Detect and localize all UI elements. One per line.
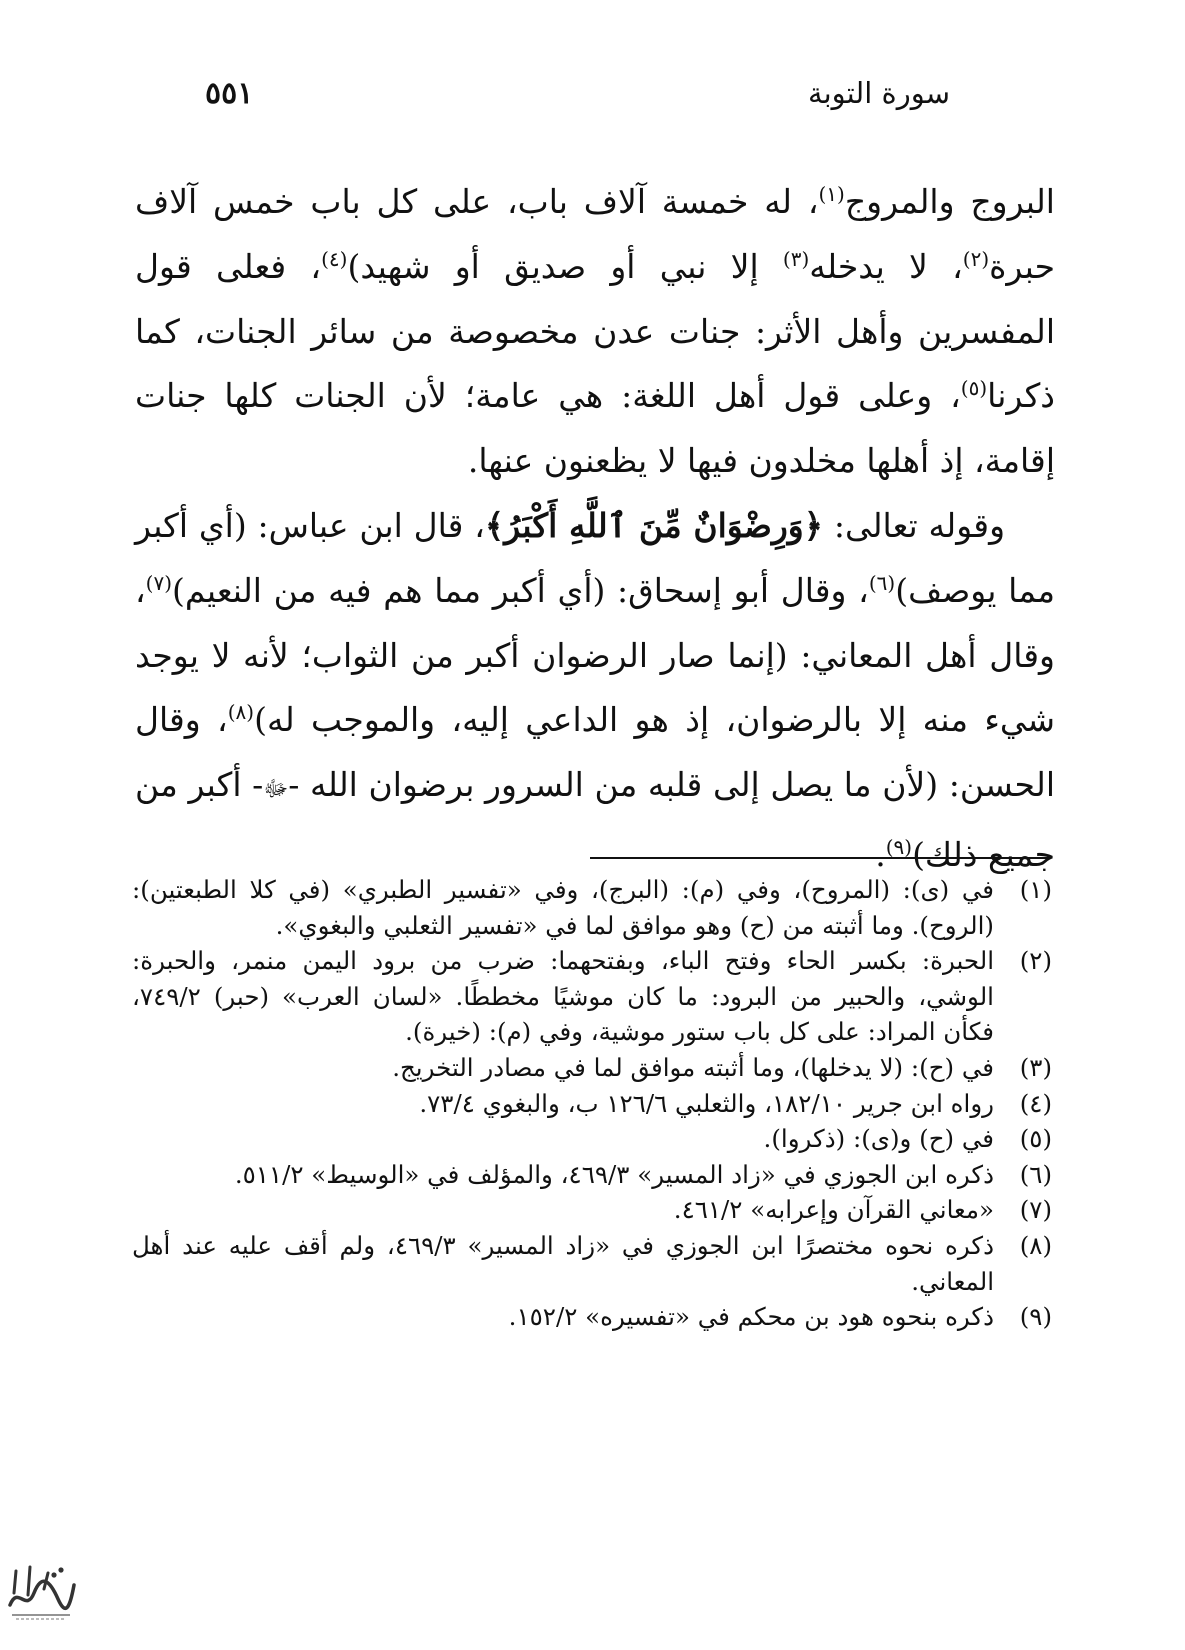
footnote-text: رواه ابن جرير ١٨٢/١٠، والثعلبي ١٢٦/٦ ب، والبغوي ٧٣/٤. [419,1088,994,1118]
footnote [132,872,1052,943]
footnote-number: (٧) [1019,1195,1052,1225]
text-segment: ، له خمسة آلاف باب، على كل باب خمس آلاف حبرة [135,182,1055,286]
footnote [132,1121,1052,1157]
footnote [132,1192,1052,1228]
footnote-ref: (٢) [962,246,990,271]
text-segment: - أكبر من جميع ذلك) [135,765,1055,874]
footnote-ref: (٣) [782,246,810,271]
footnote-text: «معاني القرآن وإعرابه» ٤٦١/٢. [673,1195,994,1225]
main-text [135,170,1055,888]
footnote [132,1228,1052,1299]
page-header [205,76,950,126]
text-segment: ، قال ابن عباس: (أي أكبر مما يوصف) [135,505,1055,610]
honorific-glyph: ﷻ [263,777,289,803]
calligraphy-logo-icon [4,1555,78,1623]
footnote-ref: (٧) [145,570,173,595]
footnote-ref: (٨) [227,700,255,725]
footnote-number: (٨) [1019,1230,1052,1260]
page-number: ٥٥١ [205,76,254,111]
footnote [132,1157,1052,1193]
text-segment: ، لا يدخله [809,246,963,286]
text-segment: . [875,834,886,874]
text-segment: وقوله تعالى: [823,505,1006,545]
footnote-text: في (ح): (لا يدخلها)، وما أثبته موافق لما في مصادر التخريج. [392,1052,994,1082]
text-segment: البروج والمروج [844,182,1055,221]
footnote-text: الحبرة: بكسر الحاء وفتح الباء، وبفتحهما: ضرب من برود اليمن منمر، والحبرة: الوشي، والحبير من البرود: ما كان موشيًا مخططًا. «لسان العرب» (حبر) ٧٤٩/٢، فكأن المراد: على كل باب ستور موشية، وفي (م): (خيرة). [132,946,994,1047]
footnote-ref: (٩) [885,834,913,859]
footnote-number: (٦) [1019,1159,1052,1189]
footnote-number: (٥) [1019,1124,1052,1154]
footnote-number: (٣) [1019,1052,1052,1082]
footnote-text: ذكره ابن الجوزي في «زاد المسير» ٤٦٩/٣، والمؤلف في «الوسيط» ٥١١/٢. [234,1159,994,1189]
footnote [132,1050,1052,1086]
surah-title: سورة التوبة [808,76,950,110]
footnote-ref: (٦) [868,570,896,595]
footnote-number: (٩) [1019,1302,1052,1332]
text-segment: ، وقال أهل المعاني: (إنما صار الرضوان أكبر من الثواب؛ لأنه لا يوجد شيء منه إلا بالرضوان، إذ هو الداعي إليه، والموجب له) [135,570,1055,740]
text-segment: ، وقال أبو إسحاق: (أي أكبر مما هم فيه من النعيم) [172,570,869,610]
footnote-ref: (٤) [321,246,348,271]
footnote-number: (٤) [1019,1088,1052,1118]
text-segment: ، وقال الحسن: (لأن ما يصل إلى قلبه من السرور برضوان الله - [135,700,1055,805]
text-segment: ، فعلى قول المفسرين وأهل الأثر: جنات عدن مخصوصة من سائر الجنات، كما ذكرنا [135,246,1055,416]
footnote-number: (٢) [1019,946,1052,976]
footnote-text: في (ى): (المروح)، وفي (م): (البرج)، وفي «تفسير الطبري» (في كلا الطبعتين): (الروح). وما أثبته من (ح) وهو موافق لما في «تفسير الثعلبي والبغوي». [132,875,994,940]
text-segment: إلا نبي أو صديق أو شهيد) [347,246,783,286]
publisher-logo [4,1555,78,1623]
paragraph-2 [135,494,1055,888]
footnote-number: (١) [1019,875,1052,904]
footnote-text: في (ح) و(ى): (ذكروا). [763,1124,994,1154]
footnote [132,943,1052,1050]
footnote-ref: (١) [818,182,845,206]
footnote-text: ذكره بنحوه هود بن محكم في «تفسيره» ١٥٢/٢. [508,1302,994,1332]
footnote-text: ذكره نحوه مختصرًا ابن الجوزي في «زاد المسير» ٤٦٩/٣، ولم أقف عليه عند أهل المعاني. [132,1230,994,1296]
footnotes [132,872,1052,1335]
footnote-divider [590,857,1050,859]
paragraph-1 [135,170,1055,494]
text-segment: ، وعلى قول أهل اللغة: هي عامة؛ لأن الجنات كلها جنات إقامة، إذ أهلها مخلدون فيها لا يظعنون عنها. [135,376,1055,481]
footnote [132,1086,1052,1122]
footnote [132,1299,1052,1335]
quran-verse: ﴿وَرِضْوَانٌ مِّنَ ٱللَّهِ أَكْبَرُ﴾ [484,505,824,545]
footnote-ref: (٥) [960,376,988,401]
